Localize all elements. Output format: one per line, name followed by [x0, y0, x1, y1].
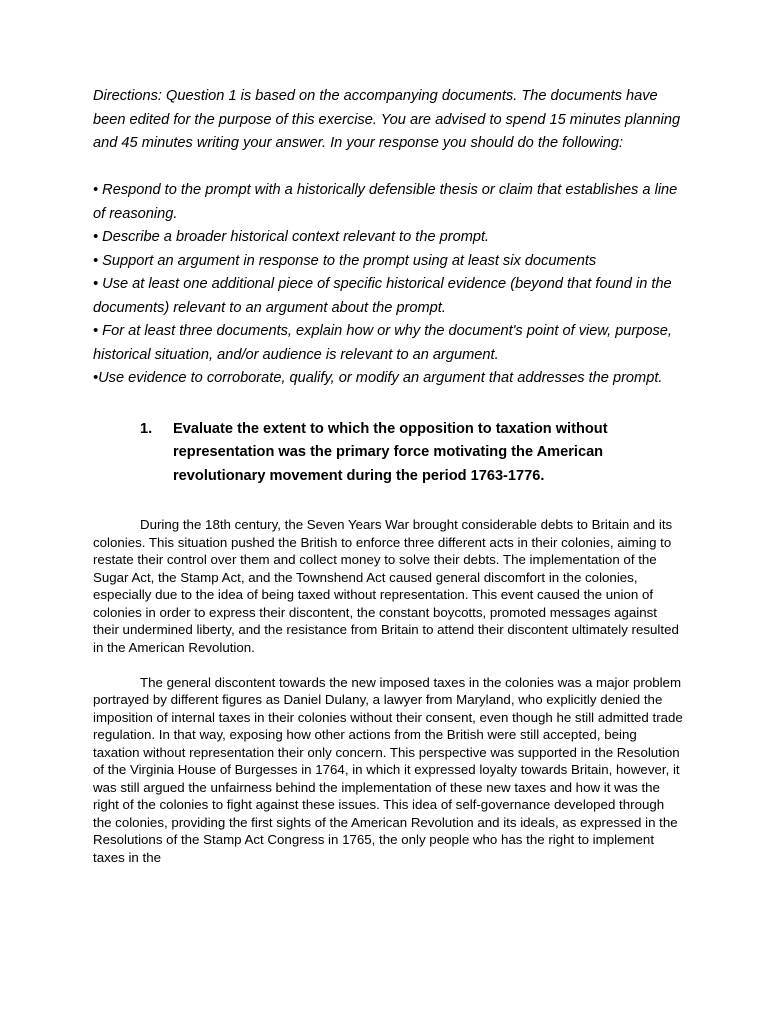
requirement-sourcing: • For at least three documents, explain how or why the document's point of view, purpose, historical situation, and/or audience is relevant to an argument.: [93, 323, 672, 363]
document-page: [93, 85, 683, 866]
requirement-complexity: •Use evidence to corroborate, qualify, or modify an argument that addresses the prompt.: [93, 370, 663, 386]
question-number: 1.: [140, 420, 153, 437]
essay-paragraph-2: The general discontent towards the new imposed taxes in the colonies was a major problem portrayed by different figures as Daniel Dulany, a lawyer from Maryland, who explicitly denied the imposition of internal taxes in their colonies without their consent, even though he still admitted trade regulation. In that way, exposing how other actions from the British were still accepted, being taxation without representation their only concern. This perspective was supported in the Resolution of the Virginia House of Burgesses in 1764, in which it expressed loyalty towards Britain, however, it was still argued the unfairness behind the implementation of these new taxes and how it was the right of the colonies to fight against these issues. This idea of self-governance developed through the colonies, providing the first sights of the American Revolution and its ideals, as expressed in the Resolutions of the Stamp Act Congress in 1765, the only people who has the right to implement taxes in the: [93, 674, 683, 865]
requirement-documents: • Support an argument in response to the prompt using at least six documents: [93, 252, 597, 269]
requirement-context: • Describe a broader historical context relevant to the prompt.: [93, 229, 490, 245]
blank-line: [93, 156, 683, 180]
essay-paragraph-1: During the 18th century, the Seven Years War brought considerable debts to Britain and its colonies. This situation pushed the British to enforce three different acts in their colonies, aiming to restate their control over them and collect money to solve their debts. The implementation of the Sugar Act, the Stamp Act, and the Townshend Act caused general discomfort in the colonies, especially due to the idea of being taxed without representation. This event caused the union of colonies in order to express their discontent, the constant boycotts, promoted messages against their undermined liberty, and the resistance from Britain to attend their discontent ultimately resulted in the American Revolution.: [93, 517, 679, 655]
question-text: Evaluate the extent to which the opposition to taxation without representation was the primary force motivating the American revolutionary movement during the period 1763-1776.: [173, 420, 608, 484]
requirements-list: [93, 179, 683, 391]
requirement-outside-evidence: • Use at least one additional piece of specific historical evidence (beyond that found in the documents) relevant to an argument about the prompt.: [93, 276, 672, 316]
question-prompt: [93, 418, 683, 489]
directions-text: Directions: Question 1 is based on the accompanying documents. The documents have been edited for the purpose of this exercise. You are advised to spend 15 minutes planning and 45 minutes writing your answer. In your response you should do the following:: [93, 88, 681, 151]
requirement-thesis: • Respond to the prompt with a historically defensible thesis or claim that establishes a line of reasoning.: [93, 182, 678, 222]
